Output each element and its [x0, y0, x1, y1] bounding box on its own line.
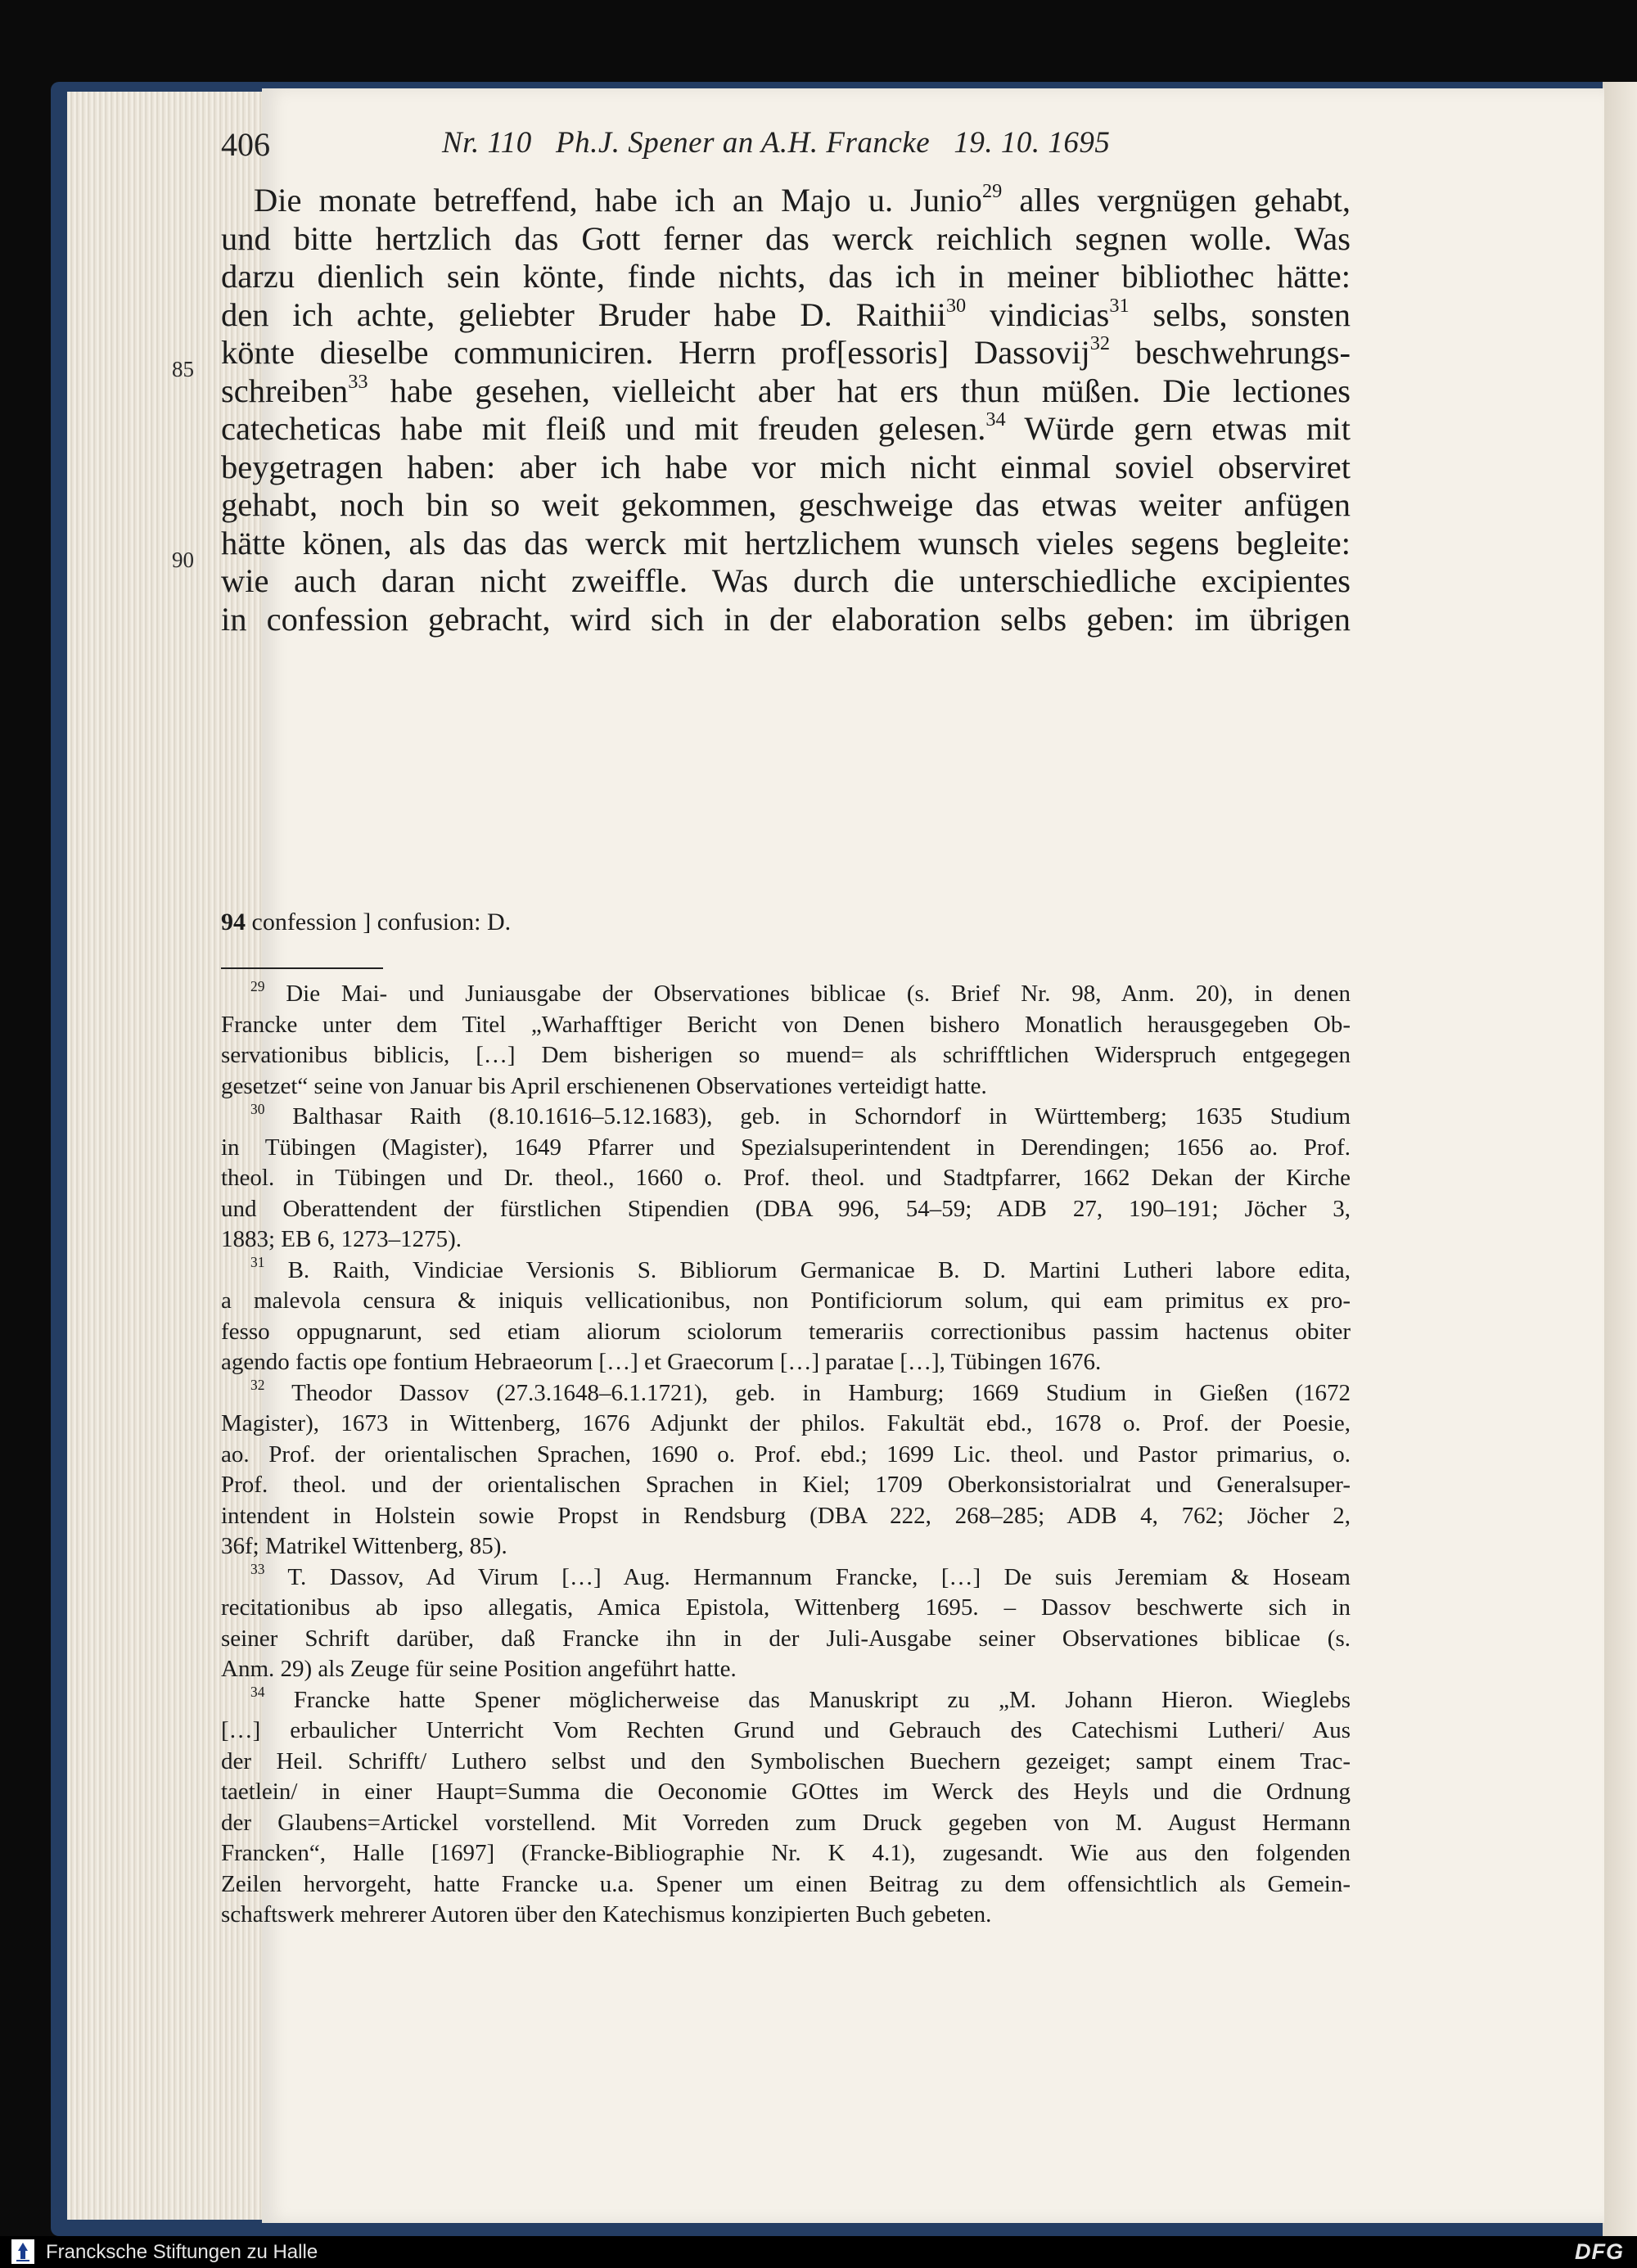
body-text-segment: in confession gebracht, wird sich in der elaboration selbs geben: im übrigen — [221, 600, 1351, 638]
line-number: 90 — [172, 548, 194, 572]
footnote-line — [221, 1654, 1351, 1685]
body-text-segment: könte dieselbe communiciren. Herrn prof[essoris] Dassovij — [221, 334, 1090, 371]
body-line — [221, 601, 1351, 639]
footnote-text: und Oberattendent der fürstlichen Stipendien (DBA 996, 54–59; ADB 27, 190–191; Jöcher 3, — [221, 1195, 1351, 1222]
running-title: Nr. 110 Ph.J. Spener an A.H. Francke 19. 10. 1695 — [442, 126, 1111, 160]
footnote-text: 36f; Matrikel Wittenberg, 85). — [221, 1533, 507, 1559]
footnote-line — [221, 1378, 1351, 1409]
footnote-text: Zeilen hervorgeht, hatte Francke u.a. Spener um einen Beitrag zu dem offensichtlich als Gemein- — [221, 1870, 1351, 1897]
footnote-line — [221, 1593, 1351, 1624]
body-text-segment: catecheticas habe mit fleiß und mit freuden gelesen. — [221, 410, 986, 447]
body-text-segment: selbs, sonsten — [1129, 295, 1351, 333]
footnote-text: B. Raith, Vindiciae Versionis S. Bibliorum Germanicae B. D. Martini Lutheri labore edita, — [287, 1256, 1351, 1283]
footnote-line — [221, 1194, 1351, 1225]
footnote-text: Magister), 1673 in Wittenberg, 1676 Adjunkt der philos. Fakultät ebd., 1678 o. Prof. der Poesie, — [221, 1410, 1351, 1436]
footnote-text: recitationibus ab ipso allegatis, Amica Epistola, Wittenberg 1695. – Dassov beschwerte sich in — [221, 1594, 1351, 1621]
page-number: 406 — [221, 126, 270, 163]
footnote-text: taetlein/ in einer Haupt=Summa die Oeconomie GOttes im Werck des Heyls und die Ordnung — [221, 1779, 1351, 1805]
footnote-line — [221, 1531, 1351, 1562]
body-line — [221, 486, 1351, 525]
right-page-edge — [1603, 82, 1637, 2236]
footnote-line — [221, 1808, 1351, 1839]
footnote-line — [221, 1040, 1351, 1071]
footnote-text: Francken“, Halle [1697] (Francke-Bibliographie Nr. K 4.1), zugesandt. Wie aus den folgenden — [221, 1840, 1351, 1866]
body-text-segment: Die monate betreffend, habe ich an Majo u. Junio — [254, 182, 982, 219]
footnote-text: theol. in Tübingen und Dr. theol., 1660 o. Prof. theol. und Stadtpfarrer, 1662 Dekan der Kirche — [221, 1165, 1351, 1191]
footnote-text: ao. Prof. der orientalischen Sprachen, 1690 o. Prof. ebd.; 1699 Lic. theol. und Pastor primarius, o. — [221, 1441, 1351, 1468]
footnote-line — [221, 1317, 1351, 1348]
body-line — [221, 296, 1351, 335]
footnote-line — [221, 1869, 1351, 1901]
footnote-text: Francke hatte Spener möglicherweise das Manuskript zu „M. Johann Hieron. Wieglebs — [293, 1686, 1351, 1713]
body-text-segment: vindicias — [966, 295, 1110, 333]
footnote-line — [221, 1501, 1351, 1532]
body-text-segment: beschwehrungs- — [1110, 334, 1351, 371]
footnote-marker[interactable]: 29 — [981, 180, 1003, 203]
critical-apparatus — [221, 909, 511, 936]
footnote-line — [221, 979, 1351, 1010]
footnote-number: 29 — [250, 977, 265, 994]
footnote-line — [221, 1777, 1351, 1808]
footnote-text: intendent in Holstein sowie Propst in Rendsburg (DBA 222, 268–285; ADB 4, 762; Jöcher 2, — [221, 1502, 1351, 1529]
footnote-line — [221, 1624, 1351, 1655]
footnote-line — [221, 1562, 1351, 1594]
footnote-text: gesetzet“ seine von Januar bis April erschienenen Observationes verteidigt hatte. — [221, 1072, 987, 1099]
footnote-line — [221, 1900, 1351, 1931]
footnote-number: 33 — [250, 1561, 265, 1578]
footnote-line — [221, 1133, 1351, 1164]
body-line — [221, 562, 1351, 601]
footnote-line — [221, 1409, 1351, 1440]
footnote-text: Prof. theol. und der orientalischen Sprachen in Kiel; 1709 Oberkonsistorialrat und Generalsuper- — [221, 1472, 1351, 1498]
footnote-line — [221, 1071, 1351, 1102]
body-line — [221, 220, 1351, 259]
footnote-text: Anm. 29) als Zeuge für seine Position angeführt hatte. — [221, 1656, 737, 1682]
footnote-text: […] erbaulicher Unterricht Vom Rechten Grund und Gebrauch des Catechismi Lutheri/ Aus — [221, 1717, 1351, 1743]
body-line — [221, 410, 1351, 449]
body-line — [221, 334, 1351, 372]
body-line — [221, 182, 1351, 220]
footnote-line — [221, 1224, 1351, 1256]
footnote-text: Balthasar Raith (8.10.1616–5.12.1683), geb. in Schorndorf in Württemberg; 1635 Studium — [292, 1103, 1351, 1129]
body-text-segment: den ich achte, geliebter Bruder habe D. Raithii — [221, 295, 946, 333]
footnote-number: 32 — [250, 1377, 265, 1394]
body-line — [221, 449, 1351, 487]
letter-body-text — [221, 182, 1351, 638]
footnote-line — [221, 1102, 1351, 1133]
body-text-segment: hätte könen, als das das werck mit hertzlichem wunsch vieles segens begleite: — [221, 524, 1351, 561]
footnote-marker[interactable]: 30 — [945, 294, 967, 317]
body-text-segment: beygetragen haben: aber ich habe vor mich nicht einmal soviel observiret — [221, 448, 1351, 485]
dfg-logo: DFG — [1575, 2239, 1624, 2264]
footnote-text: der Glaubens=Artickel vorstellend. Mit Vorreden zum Druck gegeben von M. August Hermann — [221, 1809, 1351, 1836]
body-text-segment: darzu dienlich sein könte, finde nichts, das ich in meiner bibliothec hätte: — [221, 258, 1351, 295]
footnote-line — [221, 1286, 1351, 1317]
footnote-line — [221, 1470, 1351, 1501]
footnote-text: schaftswerk mehrerer Autoren über den Katechismus konzipierten Buch gebeten. — [221, 1901, 992, 1928]
line-number: 85 — [172, 357, 194, 381]
footnote-text: Die Mai- und Juniausgabe der Observationes biblicae (s. Brief Nr. 98, Anm. 20), in denen — [286, 981, 1351, 1007]
body-text-segment: und bitte hertzlich das Gott ferner das werck reichlich segnen wolle. Was — [221, 219, 1351, 257]
body-line — [221, 525, 1351, 563]
apparatus-line-number: 94 — [221, 909, 246, 936]
footnote-text: Theodor Dassov (27.3.1648–6.1.1721), geb. in Hamburg; 1669 Studium in Gießen (1672 — [291, 1379, 1351, 1406]
apparatus-entry: confession ] confusion: D. — [251, 909, 512, 936]
footnote-number: 34 — [250, 1684, 265, 1701]
footnote-text: servationibus biblicis, […] Dem bisherigen so muend= als schrifftlichen Widerspruch entgegegen — [221, 1042, 1351, 1068]
footnote-text: fesso oppugnarunt, sed etiam aliorum sciolorum temerariis correctionibus passim hactenus obiter — [221, 1318, 1351, 1345]
footnote-text: in Tübingen (Magister), 1649 Pfarrer und Spezialsuperintendent in Derendingen; 1656 ao. Prof. — [221, 1134, 1351, 1161]
footnote-marker[interactable]: 33 — [348, 370, 368, 393]
body-text-segment: habe gesehen, vielleicht aber hat ers thun müßen. Die lectiones — [368, 372, 1351, 409]
footnote-line — [221, 1685, 1351, 1716]
footnote-text: a malevola censura & iniquis vellicationibus, non Pontificiorum solum, qui eam primitus ex pro- — [221, 1287, 1351, 1314]
footnote-marker[interactable]: 31 — [1109, 294, 1130, 317]
body-text-segment: wie auch daran nicht zweiffle. Was durch die unterschiedliche excipientes — [221, 562, 1351, 599]
footnote-line — [221, 1838, 1351, 1869]
footnote-line — [221, 1256, 1351, 1287]
body-text-segment: Würde gern etwas mit — [1005, 410, 1351, 447]
footnote-line — [221, 1347, 1351, 1378]
body-text-segment: alles vergnügen gehabt, — [1002, 182, 1351, 219]
footnote-number: 31 — [250, 1254, 265, 1271]
institution-name: Francksche Stiftungen zu Halle — [46, 2241, 318, 2263]
footnote-text: 1883; EB 6, 1273–1275). — [221, 1226, 462, 1252]
footnote-line — [221, 1163, 1351, 1194]
page-header — [0, 125, 1637, 174]
footnote-number: 30 — [250, 1100, 265, 1117]
footnote-text: T. Dassov, Ad Virum […] Aug. Hermannum Francke, […] De suis Jeremiam & Hoseam — [287, 1563, 1351, 1590]
footnote-line — [221, 1010, 1351, 1041]
body-text-segment: gehabt, noch bin so weit gekommen, geschweige das etwas weiter anfügen — [221, 486, 1351, 523]
footnote-line — [221, 1440, 1351, 1471]
footnote-text: der Heil. Schrifft/ Luthero selbst und den Symbolischen Buechern gezeiget; sampt einem Trac- — [221, 1747, 1351, 1774]
body-text-segment: schreiben — [221, 372, 349, 409]
institution-logo-icon — [11, 2239, 34, 2264]
viewer-footer-bar — [0, 2236, 1637, 2268]
footnote-line — [221, 1716, 1351, 1747]
footnote-text: agendo factis ope fontium Hebraeorum […] et Graecorum […] paratae […], Tübingen 1676. — [221, 1349, 1102, 1375]
footnote-rule — [221, 967, 383, 969]
body-line — [221, 258, 1351, 296]
footnote-marker[interactable]: 32 — [1089, 332, 1110, 355]
footnote-text: Francke unter dem Titel „Warhafftiger Bericht von Denen bishero Monatlich herausgegeben Ob- — [221, 1011, 1351, 1038]
footnote-text: seiner Schrift darüber, daß Francke ihn in der Juli-Ausgabe seiner Observationes biblicae (s. — [221, 1625, 1351, 1652]
body-line — [221, 372, 1351, 411]
footnote-marker[interactable]: 34 — [985, 408, 1006, 431]
footnote-line — [221, 1747, 1351, 1778]
footnotes — [221, 979, 1351, 1931]
